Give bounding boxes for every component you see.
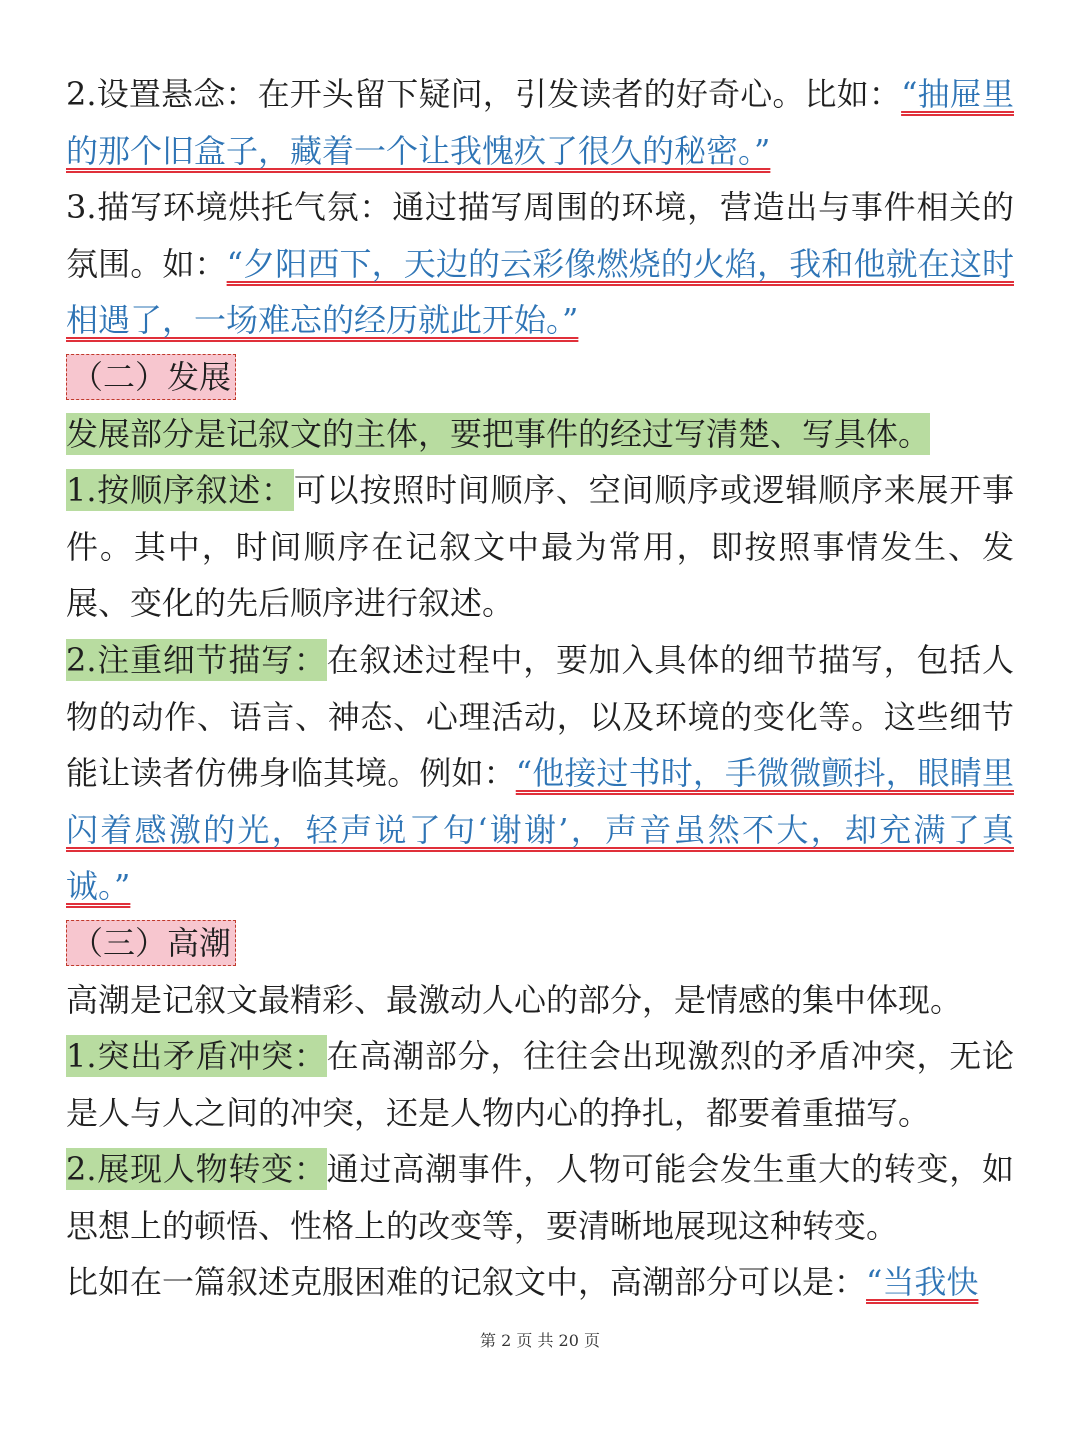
section-heading-development-row — [66, 349, 1014, 406]
example-quote: “抽屉里的那个旧盒子，藏着一个让我愧疚了很久的秘密。” — [66, 75, 1014, 170]
paragraph-text: 可以按照时间顺序、空间顺序或逻辑顺序来展开事件。其中，时间顺序在记叙文中最为常用，即按照事情发生、发展、变化的先后顺序进行叙述。 — [66, 471, 1014, 623]
paragraph-development-intro — [66, 406, 1014, 463]
paragraph-text: 2.设置悬念：在开头留下疑问，引发读者的好奇心。比如： — [66, 75, 902, 113]
highlighted-intro: 发展部分是记叙文的主体，要把事件的经过写清楚、写具体。 — [66, 414, 931, 453]
paragraph-sequence — [66, 462, 1014, 632]
example-quote: “他接过书时，手微微颤抖，眼睛里闪着感激的光，轻声说了句‘谢谢’，声音虽然不大，却充满了真诚。” — [66, 754, 1014, 906]
section-heading-development: （二）发展 — [66, 354, 236, 400]
paragraph-text: 在叙述过程中，要加入具体的细节描写，包括人物的动作、语言、神态、心理活动，以及环境的变化等。这些细节能让读者仿佛身临其境。例如： — [66, 640, 1014, 793]
section-heading-climax-row — [66, 915, 1014, 972]
point-label: 1.按顺序叙述： — [66, 471, 294, 510]
paragraph-text: 3.描写环境烘托气氛：通过描写周围的环境，营造出与事件相关的氛围。如： — [66, 188, 1014, 283]
page-number-footer: 第 2 页 共 20 页 — [480, 1331, 600, 1350]
paragraph-transformation — [66, 1141, 1014, 1254]
paragraph-text: 在高潮部分，往往会出现激烈的矛盾冲突，无论是人与人之间的冲突，还是人物内心的挣扎，都要着重描写。 — [66, 1037, 1014, 1132]
point-label: 2.注重细节描写： — [66, 640, 327, 679]
example-quote: “当我快 — [866, 1263, 979, 1302]
paragraph-text: 通过高潮事件，人物可能会发生重大的转变，如思想上的顿悟、性格上的改变等，要清晰地展现这种转变。 — [66, 1150, 1014, 1245]
point-label: 2.展现人物转变： — [66, 1150, 327, 1189]
paragraph-text: 高潮是记叙文最精彩、最激动人心的部分，是情感的集中体现。 — [66, 980, 963, 1019]
section-heading-climax: （三）高潮 — [66, 920, 236, 966]
example-quote: “夕阳西下，天边的云彩像燃烧的火焰，我和他就在这时相遇了，一场难忘的经历就此开始。” — [66, 244, 1014, 340]
paragraph-environment — [66, 179, 1014, 349]
paragraph-climax-intro — [66, 972, 1014, 1029]
paragraph-conflict — [66, 1028, 1014, 1141]
paragraph-example — [66, 1254, 1014, 1311]
paragraph-text: 比如在一篇叙述克服困难的记叙文中，高潮部分可以是： — [66, 1263, 867, 1302]
paragraph-detail — [66, 632, 1014, 915]
page-content — [66, 66, 1014, 1311]
paragraph-suspense — [66, 66, 1014, 179]
point-label: 1.突出矛盾冲突： — [66, 1037, 327, 1076]
